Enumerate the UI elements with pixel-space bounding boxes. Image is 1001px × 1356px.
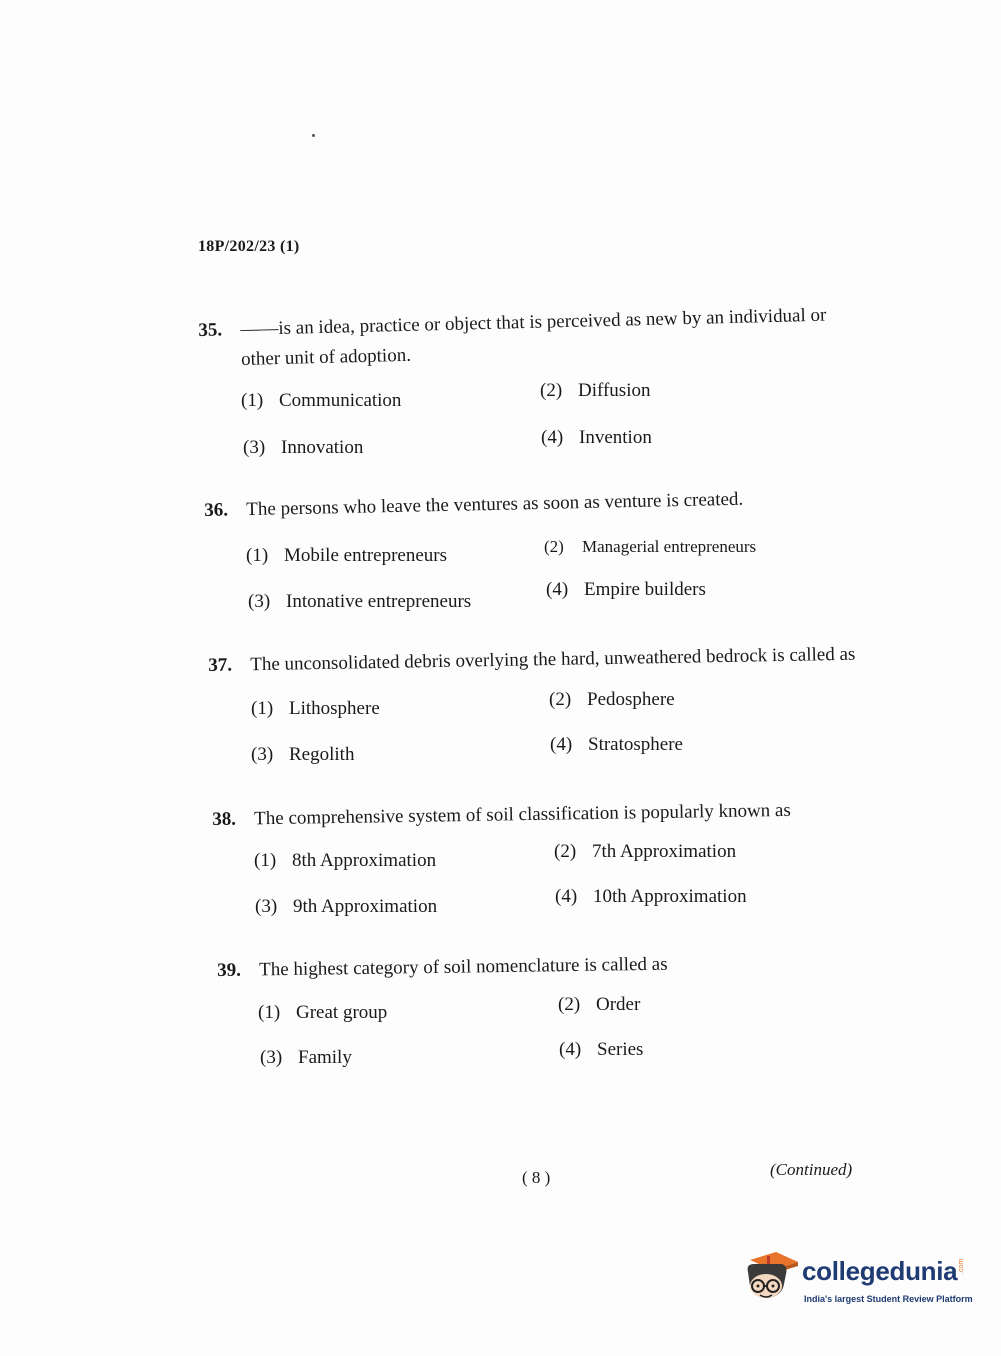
paper-code: 18P/202/23 (1) xyxy=(198,238,300,255)
option-text: 9th Approximation xyxy=(293,896,438,917)
option-38-3[interactable] xyxy=(255,896,437,918)
option-36-3[interactable] xyxy=(248,591,471,613)
option-39-3[interactable] xyxy=(260,1047,352,1069)
question-text: The unconsolidated debris overlying the hard, unweathered bedrock is called as xyxy=(250,643,856,676)
option-text: Diffusion xyxy=(578,380,651,401)
option-37-2[interactable] xyxy=(549,689,675,711)
option-text: Series xyxy=(597,1039,644,1060)
option-text: Managerial entrepreneurs xyxy=(582,537,757,556)
option-35-4[interactable] xyxy=(541,427,652,449)
option-number: (2) xyxy=(558,994,581,1015)
option-number: (4) xyxy=(550,734,573,755)
option-number: (1) xyxy=(241,390,264,411)
page-number: ( 8 ) xyxy=(522,1168,551,1187)
option-text: Empire builders xyxy=(584,579,706,600)
option-number: (3) xyxy=(260,1047,283,1068)
option-37-1[interactable] xyxy=(251,698,380,720)
option-37-4[interactable] xyxy=(550,734,683,756)
question-text: ——is an idea, practice or object that is perceived as new by an individual or other unit of adoption. xyxy=(240,304,827,370)
option-text: Regolith xyxy=(289,744,355,765)
option-35-2[interactable] xyxy=(540,380,650,402)
option-number: (1) xyxy=(254,850,277,871)
option-number: (1) xyxy=(258,1002,281,1023)
mascot-icon xyxy=(742,1250,800,1308)
continued-label: (Continued) xyxy=(770,1160,853,1179)
option-text: 7th Approximation xyxy=(592,841,737,862)
option-text: Family xyxy=(298,1047,352,1068)
option-text: 8th Approximation xyxy=(292,850,437,871)
brand-name: collegedunia xyxy=(802,1256,958,1286)
option-text: Pedosphere xyxy=(587,689,675,710)
question-text: The persons who leave the ventures as soon as venture is created. xyxy=(246,488,744,521)
option-number: (3) xyxy=(251,744,274,765)
option-37-3[interactable] xyxy=(251,744,354,766)
option-text: Great group xyxy=(296,1002,388,1023)
question-number: 35. xyxy=(198,319,223,341)
option-text: Intonative entrepreneurs xyxy=(286,591,472,612)
option-number: (2) xyxy=(549,689,572,710)
option-36-2[interactable] xyxy=(544,537,756,557)
option-text: Mobile entrepreneurs xyxy=(284,545,448,566)
option-text: Lithosphere xyxy=(289,698,380,719)
option-number: (3) xyxy=(248,591,271,612)
option-number: (2) xyxy=(554,841,577,862)
question-number: 38. xyxy=(212,808,237,830)
option-number: (4) xyxy=(546,579,569,600)
option-number: (2) xyxy=(540,380,563,401)
question-text: The highest category of soil nomenclature is called as xyxy=(259,953,668,981)
option-number: (1) xyxy=(246,545,269,566)
option-38-1[interactable] xyxy=(254,850,436,872)
option-39-2[interactable] xyxy=(558,994,640,1016)
option-number: (4) xyxy=(559,1039,582,1060)
option-36-4[interactable] xyxy=(546,579,706,601)
brand-dotcom: .com xyxy=(958,1258,965,1274)
option-text: Innovation xyxy=(281,437,364,458)
option-39-1[interactable] xyxy=(258,1002,387,1024)
question-number: 36. xyxy=(204,499,229,521)
question-number: 39. xyxy=(217,959,242,981)
option-38-4[interactable] xyxy=(555,886,747,908)
option-35-3[interactable] xyxy=(243,437,363,459)
option-number: (1) xyxy=(251,698,274,719)
option-36-1[interactable] xyxy=(246,545,447,567)
option-35-1[interactable] xyxy=(241,390,401,412)
option-text: Communication xyxy=(279,390,402,411)
option-number: (4) xyxy=(541,427,564,448)
option-text: 10th Approximation xyxy=(593,886,747,907)
option-text: Invention xyxy=(579,427,652,448)
question-number: 37. xyxy=(208,654,233,676)
option-39-4[interactable] xyxy=(559,1039,643,1061)
option-number: (3) xyxy=(243,437,266,458)
scan-speck xyxy=(312,134,315,137)
question-text: The comprehensive system of soil classification is popularly known as xyxy=(254,799,791,830)
collegedunia-watermark xyxy=(742,1250,972,1310)
option-number: (4) xyxy=(555,886,578,907)
option-number: (2) xyxy=(544,537,564,556)
option-number: (3) xyxy=(255,896,278,917)
brand-tagline: India's largest Student Review Platform xyxy=(804,1294,973,1304)
option-text: Stratosphere xyxy=(588,734,683,755)
option-text: Order xyxy=(596,994,641,1015)
option-38-2[interactable] xyxy=(554,841,736,863)
